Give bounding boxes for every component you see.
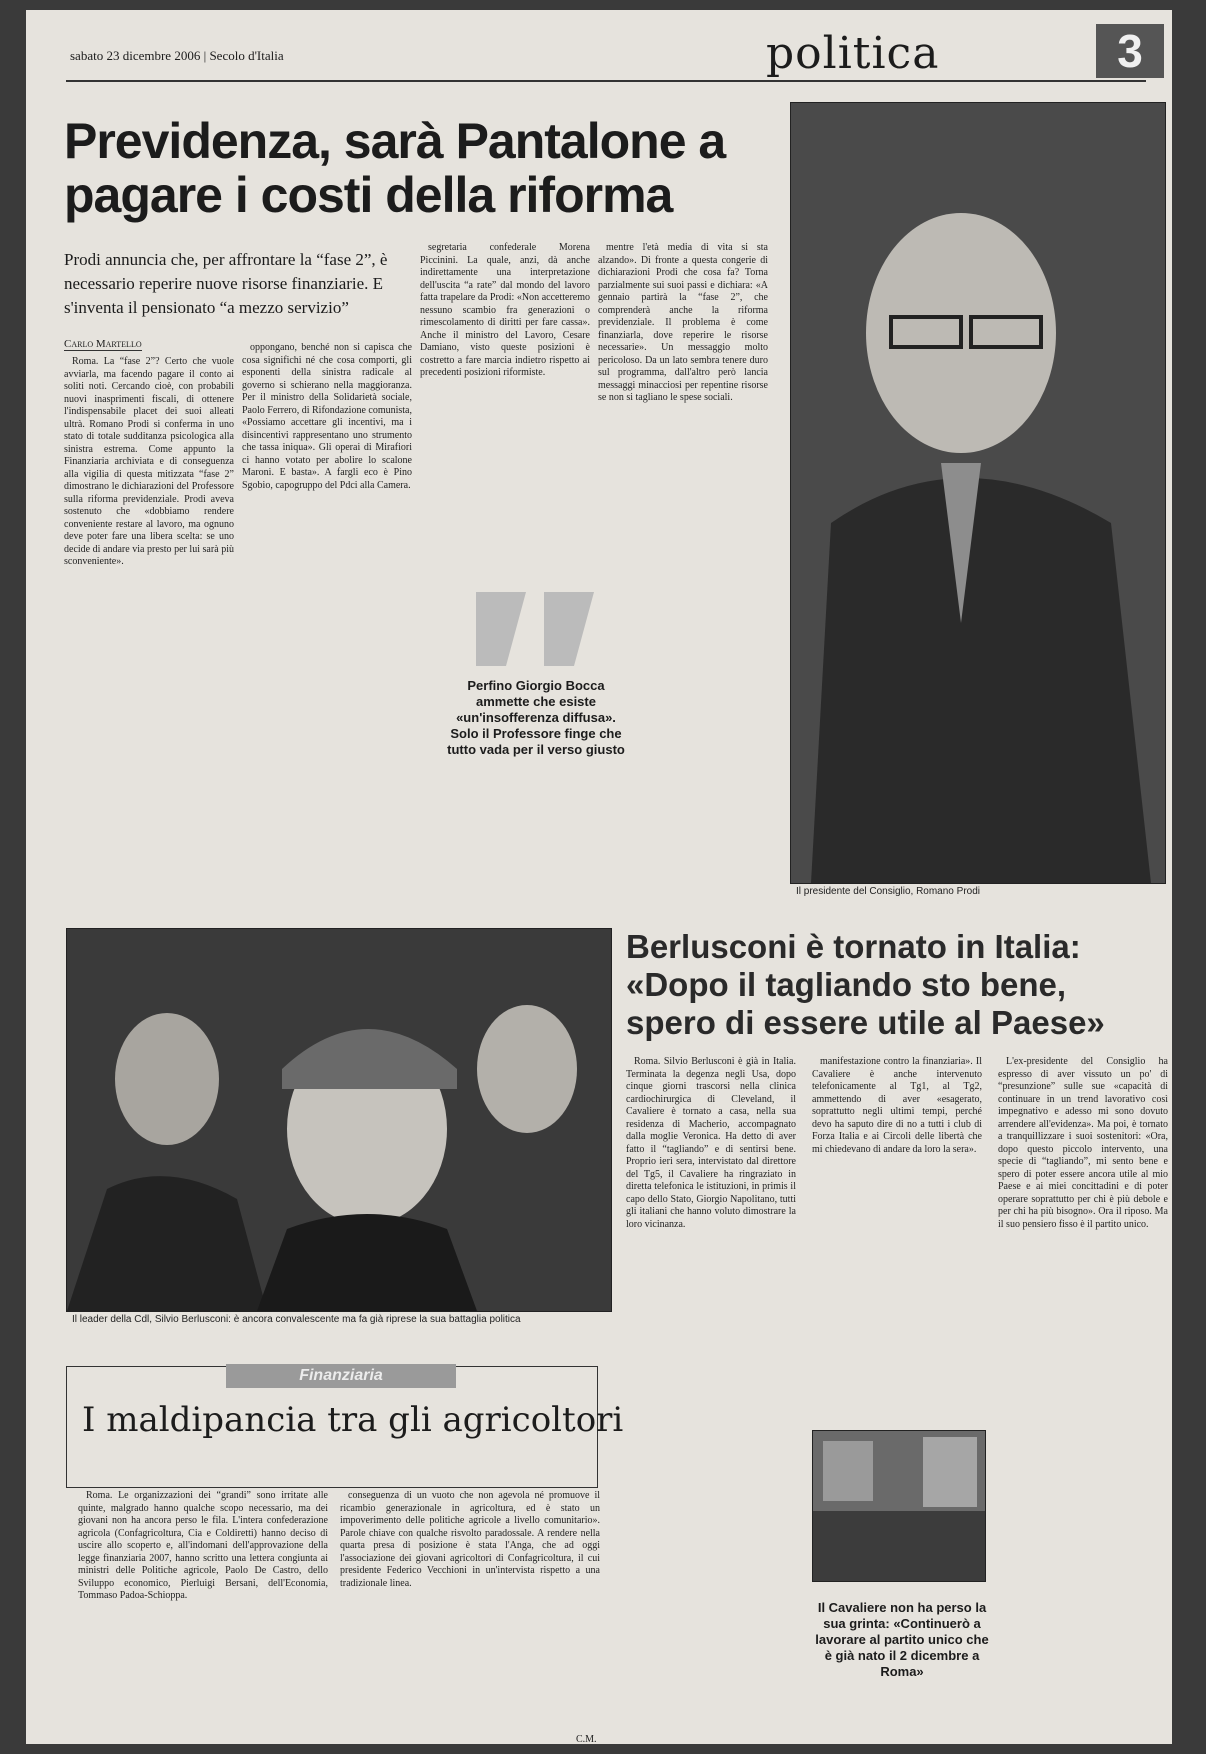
crowd-image bbox=[67, 929, 611, 1311]
page-number: 3 bbox=[1096, 24, 1164, 78]
main-headline: Previdenza, sarà Pantalone a pagare i costi della riforma bbox=[64, 113, 726, 223]
main-column-1: Roma. La “fase 2”? Certo che vuole avviarla, ma facendo pagare il conto ai soliti noti. Cercando cioè, con probabili nuovi inasprimenti fiscali, di ottenere l'indispensabile placet dei suoi alleati ultrà. Romano Prodi si conferma in uno stato di totale sudditanza psicologica alla sinistra estrema. Come appunto la Finanziaria archiviata e di conseguenza alla vigilia di questa mitizzata “fase 2” dimostrano le dichiarazioni del Professore sulla riforma previdenziale. Prodi aveva sostenuto che «dobbiamo rendere conveniente restare al lavoro, ma ognuno deve poter fare una libera scelta: se uno decide di andare via presto per lui sarà più sconveniente». bbox=[64, 356, 234, 567]
berlusconi-photo-caption: Il leader della Cdl, Silvio Berlusconi: è ancora convalescente ma fa già riprese la sua battaglia politica bbox=[72, 1314, 521, 1325]
agriculture-column-1: Roma. Le organizzazioni dei “grandi” sono irritate alle quinte, malgrado hanno qualche scopo necessario, ma dei giovani non ha ancora perso le fila. L'intera confederazione agricola (Confagricoltura, Cia e Coldiretti) hanno deciso di uscire allo scoperto e, all'indomani dell'approvazione della legge finanziaria 2007, hanno scritto una lettera congiunta ai ministri delle Politiche agricole, Paolo De Castro, dello Sviluppo economico, Pierluigi Bersani, dell'Economia, Tommaso Padoa-Schioppa. bbox=[78, 1490, 328, 1601]
agriculture-signature: C.M. bbox=[576, 1734, 597, 1744]
agriculture-column-2: conseguenza di un vuoto che non agevola né promuove il ricambio generazionale in agricoltura, ed è stato un impoverimento delle politiche agricole a livello comunitario». Parole chiave con qualche risvolto paradossale. A rendere nella quarta presa di posizione è stata l'Anga, che ad oggi l'associazione dei giovani agricoltori di Confagricoltura, il cui presidente Federico Vecchioni in un'intervista rispetto a una tradizionale linea. bbox=[340, 1490, 600, 1589]
agriculture-headline: I maldipancia tra gli agricoltori bbox=[82, 1400, 624, 1440]
rally-image bbox=[813, 1431, 985, 1581]
side-quote: Il Cavaliere non ha perso la sua grinta: «Continuerò a lavorare al partito unico che è già nato il 2 dicembre a Roma» bbox=[815, 1600, 989, 1679]
second-headline-line3: spero di essere utile al Paese» bbox=[626, 1004, 1105, 1041]
prodi-photo-caption: Il presidente del Consiglio, Romano Prodi bbox=[796, 886, 980, 897]
rally-photo bbox=[812, 1430, 986, 1582]
agriculture-kicker: Finanziaria bbox=[226, 1364, 456, 1388]
main-deck: Prodi annuncia che, per affrontare la “fase 2”, è necessario reperire nuove risorse finanziarie. E s'inventa il pensionato “a mezzo servizio” bbox=[64, 250, 388, 317]
pull-quote: Perfino Giorgio Bocca ammette che esiste «un'insofferenza diffusa». Solo il Professore finge che tutto vada per il verso giusto bbox=[447, 678, 625, 757]
second-headline-line1: Berlusconi è tornato in Italia: bbox=[626, 928, 1081, 965]
main-column-2: oppongano, benché non si capisca che cosa significhi né che cosa comporti, gli esponenti della sinistra radicale al governo si schierano nella maggioranza. Per il ministro della Solidarietà sociale, Paolo Ferrero, di Rifondazione comunista, «Possiamo accettare gli incentivi, ma i disincentivi rappresentano uno strumento che tassa iniqua». Gli operai di Mirafiori ci hanno votato per abolire lo scalone Maroni. E basta». A fargli eco è Pino Sgobio, capogruppo del Pdci alla Camera. bbox=[242, 342, 412, 491]
byline: Carlo Martello bbox=[64, 338, 142, 350]
second-column-2: manifestazione contro la finanziaria». Il Cavaliere è anche intervenuto telefonicamente al Tg1, al Tg2, ammettendo di aver «esagerato, soprattutto negli ultimi tempi, perché devo ha saputo dire di no a tutti i club di Forza Italia e ai Circoli delle libertà che mi chiedevano di andare da loro la sera». bbox=[812, 1056, 982, 1155]
prodi-photo bbox=[790, 102, 1166, 884]
masthead-divider bbox=[66, 80, 1146, 82]
second-headline bbox=[626, 928, 1166, 1042]
newspaper-page bbox=[26, 10, 1172, 1744]
second-column-1: Roma. Silvio Berlusconi è già in Italia. Terminata la degenza negli Usa, dopo cinque giorni trascorsi nella clinica cardiochirurgica di Cleveland, il Cavaliere è tornato a casa, nella sua residenza di Macherio, accompagnato dalla moglie Veronica. Ha detto di aver fatto il “tagliando” e di sentirsi bene. Proprio ieri sera, intervistato dal direttore del Tg5, il Cavaliere ha ringraziato in diretta telefonica le istituzioni, in primis il capo dello Stato, Giorgio Napolitano, tutti gli italiani che hanno voluto dimostrare la loro vicinanza. bbox=[626, 1056, 796, 1230]
berlusconi-photo bbox=[66, 928, 612, 1312]
portrait-image bbox=[791, 103, 1165, 883]
main-column-3: segretaria confederale Morena Piccinini. La quale, anzi, dà anche indirettamente una interpretazione dell'uscita “a rate” dal mondo del lavoro fatta trapelare da Prodi: «Non accetteremo nessuno scambio fra generazioni o rimescolamento di diritti per fare cassa». Anche il ministro del Lavoro, Cesare Damiano, visto queste posizioni è costretto a fare marcia indietro rispetto ai precedenti posizioni riformiste. bbox=[420, 242, 590, 378]
second-headline-line2: «Dopo il tagliando sto bene, bbox=[626, 966, 1067, 1003]
quote-mark-icon bbox=[466, 590, 606, 668]
section-title: politica bbox=[766, 28, 940, 79]
masthead-date: sabato 23 dicembre 2006 | Secolo d'Italia bbox=[70, 48, 284, 63]
main-column-4: mentre l'età media di vita si sta alzando». Di fronte a questa congerie di dichiarazioni Prodi che cosa fa? Torna parzialmente sui suoi passi e dichiara: «A gennaio partirà la “fase 2”, che comprenderà anche la riforma previdenziale. Il problema è come finanziarla, dove reperire le risorse necessarie». Un messaggio molto pericoloso. Da un lato sembra tenere duro sul programma, dall'altro però lancia messaggi minacciosi per repentine risorse se non si tagliano le spese sociali. bbox=[598, 242, 768, 403]
second-column-3: L'ex-presidente del Consiglio ha espresso di aver vissuto un po' di “presunzione” sulle sue «capacità di continuare in un trend lavorativo così impegnativo e adesso mi sono dovuto arrendere all'evidenza». Ma poi, è tornato a tranquillizzare i suoi sostenitori: «Ora, dopo questo piccolo intervento, una specie di “tagliando”, mi sento bene e spero di poter essere ancora utile al mio Paese e ai miei concittadini e di poter operare soprattutto per chi è più debole e per chi ha più bisogno». Ora il riposo. Ma il suo pensiero fisso è il partito unico. bbox=[998, 1056, 1168, 1230]
